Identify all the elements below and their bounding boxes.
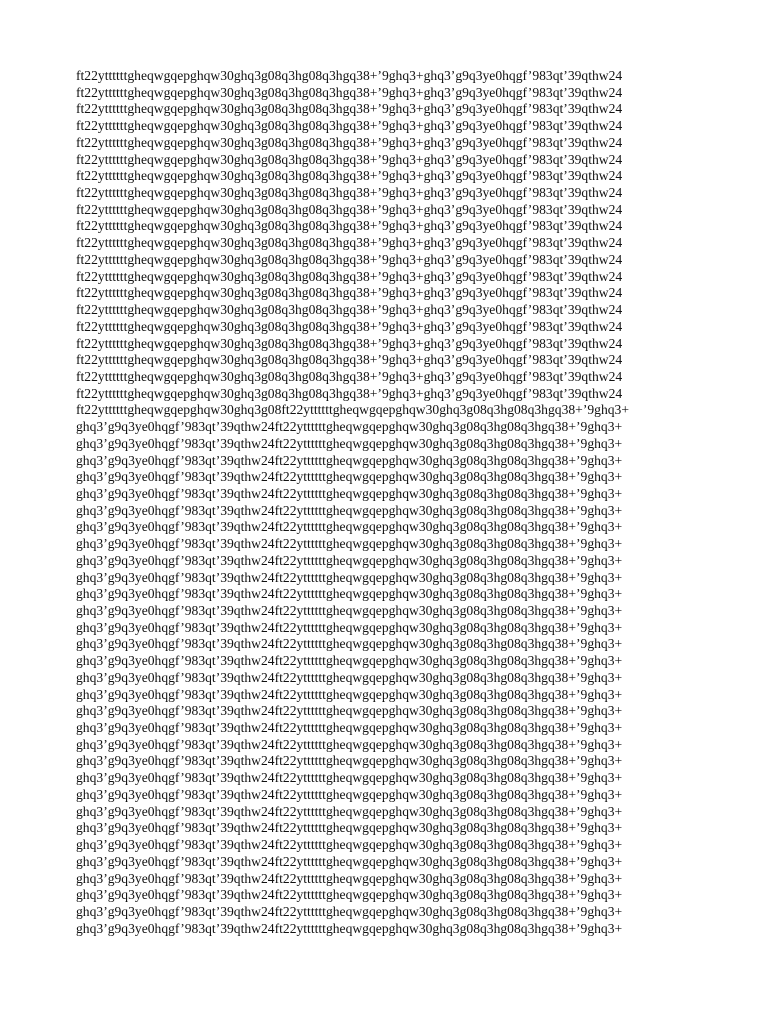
text-line: ft22yttttttgheqwgqepghqw30ghq3g08q3hg08q3hgq38+’9ghq3+ghq3’g9q3ye0hqgf’983qt’39qthw24 [76,335,623,351]
text-line: ft22yttttttgheqwgqepghqw30ghq3g08ft22yttttttgheqwgqepghqw30ghq3g08q3hg08q3hgq38+’9ghq3+ [76,402,630,418]
text-line: ft22yttttttgheqwgqepghqw30ghq3g08q3hg08q3hgq38+’9ghq3+ghq3’g9q3ye0hqgf’983qt’39qthw24 [76,318,623,334]
text-line: ghq3’g9q3ye0hqgf’983qt’39qthw24ft22yttttttgheqwgqepghqw30ghq3g08q3hg08q3hgq38+’9ghq3+ [76,452,623,468]
text-line: ghq3’g9q3ye0hqgf’983qt’39qthw24ft22yttttttgheqwgqepghqw30ghq3g08q3hg08q3hgq38+’9ghq3+ [76,786,623,802]
text-line: ghq3’g9q3ye0hqgf’983qt’39qthw24ft22yttttttgheqwgqepghqw30ghq3g08q3hg08q3hgq38+’9ghq3+ [76,820,623,836]
text-line: ft22yttttttgheqwgqepghqw30ghq3g08q3hg08q3hgq38+’9ghq3+ghq3’g9q3ye0hqgf’983qt’39qthw24 [76,251,623,267]
text-line: ghq3’g9q3ye0hqgf’983qt’39qthw24ft22yttttttgheqwgqepghqw30ghq3g08q3hg08q3hgq38+’9ghq3+ [76,720,623,736]
text-line: ghq3’g9q3ye0hqgf’983qt’39qthw24ft22yttttttgheqwgqepghqw30ghq3g08q3hg08q3hgq38+’9ghq3+ [76,853,623,869]
text-line: ghq3’g9q3ye0hqgf’983qt’39qthw24ft22yttttttgheqwgqepghqw30ghq3g08q3hg08q3hgq38+’9ghq3+ [76,803,623,819]
text-line: ft22yttttttgheqwgqepghqw30ghq3g08q3hg08q3hgq38+’9ghq3+ghq3’g9q3ye0hqgf’983qt’39qthw24 [76,201,623,217]
text-line: ft22yttttttgheqwgqepghqw30ghq3g08q3hg08q3hgq38+’9ghq3+ghq3’g9q3ye0hqgf’983qt’39qthw24 [76,84,623,100]
text-line: ft22yttttttgheqwgqepghqw30ghq3g08q3hg08q3hgq38+’9ghq3+ghq3’g9q3ye0hqgf’983qt’39qthw24 [76,218,623,234]
text-line: ghq3’g9q3ye0hqgf’983qt’39qthw24ft22yttttttgheqwgqepghqw30ghq3g08q3hg08q3hgq38+’9ghq3+ [76,870,623,886]
text-line: ft22yttttttgheqwgqepghqw30ghq3g08q3hg08q3hgq38+’9ghq3+ghq3’g9q3ye0hqgf’983qt’39qthw24 [76,151,623,167]
text-line: ghq3’g9q3ye0hqgf’983qt’39qthw24ft22yttttttgheqwgqepghqw30ghq3g08q3hg08q3hgq38+’9ghq3+ [76,469,623,485]
text-line: ghq3’g9q3ye0hqgf’983qt’39qthw24ft22yttttttgheqwgqepghqw30ghq3g08q3hg08q3hgq38+’9ghq3+ [76,837,623,853]
text-line: ghq3’g9q3ye0hqgf’983qt’39qthw24ft22yttttttgheqwgqepghqw30ghq3g08q3hg08q3hgq38+’9ghq3+ [76,686,623,702]
text-line: ft22yttttttgheqwgqepghqw30ghq3g08q3hg08q3hgq38+’9ghq3+ghq3’g9q3ye0hqgf’983qt’39qthw24 [76,68,623,83]
text-line: ghq3’g9q3ye0hqgf’983qt’39qthw24ft22yttttttgheqwgqepghqw30ghq3g08q3hg08q3hgq38+’9ghq3+ [76,770,623,786]
text-line: ghq3’g9q3ye0hqgf’983qt’39qthw24ft22yttttttgheqwgqepghqw30ghq3g08q3hg08q3hgq38+’9ghq3+ [76,502,623,518]
text-line: ghq3’g9q3ye0hqgf’983qt’39qthw24ft22yttttttgheqwgqepghqw30ghq3g08q3hg08q3hgq38+’9ghq3+ [76,736,623,752]
text-line: ghq3’g9q3ye0hqgf’983qt’39qthw24ft22yttttttgheqwgqepghqw30ghq3g08q3hg08q3hgq38+’9ghq3+ [76,887,623,903]
document-body [76,68,716,937]
text-line: ghq3’g9q3ye0hqgf’983qt’39qthw24ft22yttttttgheqwgqepghqw30ghq3g08q3hg08q3hgq38+’9ghq3+ [76,636,623,652]
text-line: ft22yttttttgheqwgqepghqw30ghq3g08q3hg08q3hgq38+’9ghq3+ghq3’g9q3ye0hqgf’983qt’39qthw24 [76,185,623,201]
text-line: ghq3’g9q3ye0hqgf’983qt’39qthw24ft22yttttttgheqwgqepghqw30ghq3g08q3hg08q3hgq38+’9ghq3+ [76,536,623,552]
text-line: ghq3’g9q3ye0hqgf’983qt’39qthw24ft22yttttttgheqwgqepghqw30ghq3g08q3hg08q3hgq38+’9ghq3+ [76,603,623,618]
text-line: ghq3’g9q3ye0hqgf’983qt’39qthw24ft22yttttttgheqwgqepghqw30ghq3g08q3hg08q3hgq38+’9ghq3+ [76,669,623,685]
text-line: ft22yttttttgheqwgqepghqw30ghq3g08q3hg08q3hgq38+’9ghq3+ghq3’g9q3ye0hqgf’983qt’39qthw24 [76,268,623,284]
text-line: ghq3’g9q3ye0hqgf’983qt’39qthw24ft22yttttttgheqwgqepghqw30ghq3g08q3hg08q3hgq38+’9ghq3+ [76,485,623,501]
text-line: ghq3’g9q3ye0hqgf’983qt’39qthw24ft22yttttttgheqwgqepghqw30ghq3g08q3hg08q3hgq38+’9ghq3+ [76,569,623,585]
text-line: ft22yttttttgheqwgqepghqw30ghq3g08q3hg08q3hgq38+’9ghq3+ghq3’g9q3ye0hqgf’983qt’39qthw24 [76,368,623,384]
text-line: ft22yttttttgheqwgqepghqw30ghq3g08q3hg08q3hgq38+’9ghq3+ghq3’g9q3ye0hqgf’983qt’39qthw24 [76,285,623,301]
text-line: ghq3’g9q3ye0hqgf’983qt’39qthw24ft22yttttttgheqwgqepghqw30ghq3g08q3hg08q3hgq38+’9ghq3+ [76,435,623,451]
text-line: ft22yttttttgheqwgqepghqw30ghq3g08q3hg08q3hgq38+’9ghq3+ghq3’g9q3ye0hqgf’983qt’39qthw24 [76,385,623,401]
text-line: ghq3’g9q3ye0hqgf’983qt’39qthw24ft22yttttttgheqwgqepghqw30ghq3g08q3hg08q3hgq38+’9ghq3+ [76,920,623,936]
text-line: ghq3’g9q3ye0hqgf’983qt’39qthw24ft22yttttttgheqwgqepghqw30ghq3g08q3hg08q3hgq38+’9ghq3+ [76,653,623,669]
text-line: ft22yttttttgheqwgqepghqw30ghq3g08q3hg08q3hgq38+’9ghq3+ghq3’g9q3ye0hqgf’983qt’39qthw24 [76,235,623,251]
text-line: ghq3’g9q3ye0hqgf’983qt’39qthw24ft22yttttttgheqwgqepghqw30ghq3g08q3hg08q3hgq38+’9ghq3+ [76,552,623,568]
text-line: ft22yttttttgheqwgqepghqw30ghq3g08q3hg08q3hgq38+’9ghq3+ghq3’g9q3ye0hqgf’983qt’39qthw24 [76,101,623,117]
text-line: ft22yttttttgheqwgqepghqw30ghq3g08q3hg08q3hgq38+’9ghq3+ghq3’g9q3ye0hqgf’983qt’39qthw24 [76,352,623,368]
text-line: ft22yttttttgheqwgqepghqw30ghq3g08q3hg08q3hgq38+’9ghq3+ghq3’g9q3ye0hqgf’983qt’39qthw24 [76,302,623,318]
text-line: ghq3’g9q3ye0hqgf’983qt’39qthw24ft22yttttttgheqwgqepghqw30ghq3g08q3hg08q3hgq38+’9ghq3+ [76,519,623,535]
text-line: ghq3’g9q3ye0hqgf’983qt’39qthw24ft22yttttttgheqwgqepghqw30ghq3g08q3hg08q3hgq38+’9ghq3+ [76,419,623,435]
text-line: ghq3’g9q3ye0hqgf’983qt’39qthw24ft22yttttttgheqwgqepghqw30ghq3g08q3hg08q3hgq38+’9ghq3+ [76,753,623,769]
text-line: ghq3’g9q3ye0hqgf’983qt’39qthw24ft22yttttttgheqwgqepghqw30ghq3g08q3hg08q3hgq38+’9ghq3+ [76,586,623,602]
text-line: ghq3’g9q3ye0hqgf’983qt’39qthw24ft22yttttttgheqwgqepghqw30ghq3g08q3hg08q3hgq38+’9ghq3+ [76,619,623,635]
text-line: ft22yttttttgheqwgqepghqw30ghq3g08q3hg08q3hgq38+’9ghq3+ghq3’g9q3ye0hqgf’983qt’39qthw24 [76,168,623,184]
text-line: ghq3’g9q3ye0hqgf’983qt’39qthw24ft22yttttttgheqwgqepghqw30ghq3g08q3hg08q3hgq38+’9ghq3+ [76,703,623,719]
text-line: ghq3’g9q3ye0hqgf’983qt’39qthw24ft22yttttttgheqwgqepghqw30ghq3g08q3hg08q3hgq38+’9ghq3+ [76,903,623,919]
text-line: ft22yttttttgheqwgqepghqw30ghq3g08q3hg08q3hgq38+’9ghq3+ghq3’g9q3ye0hqgf’983qt’39qthw24 [76,134,623,150]
text-line: ft22yttttttgheqwgqepghqw30ghq3g08q3hg08q3hgq38+’9ghq3+ghq3’g9q3ye0hqgf’983qt’39qthw24 [76,118,623,134]
